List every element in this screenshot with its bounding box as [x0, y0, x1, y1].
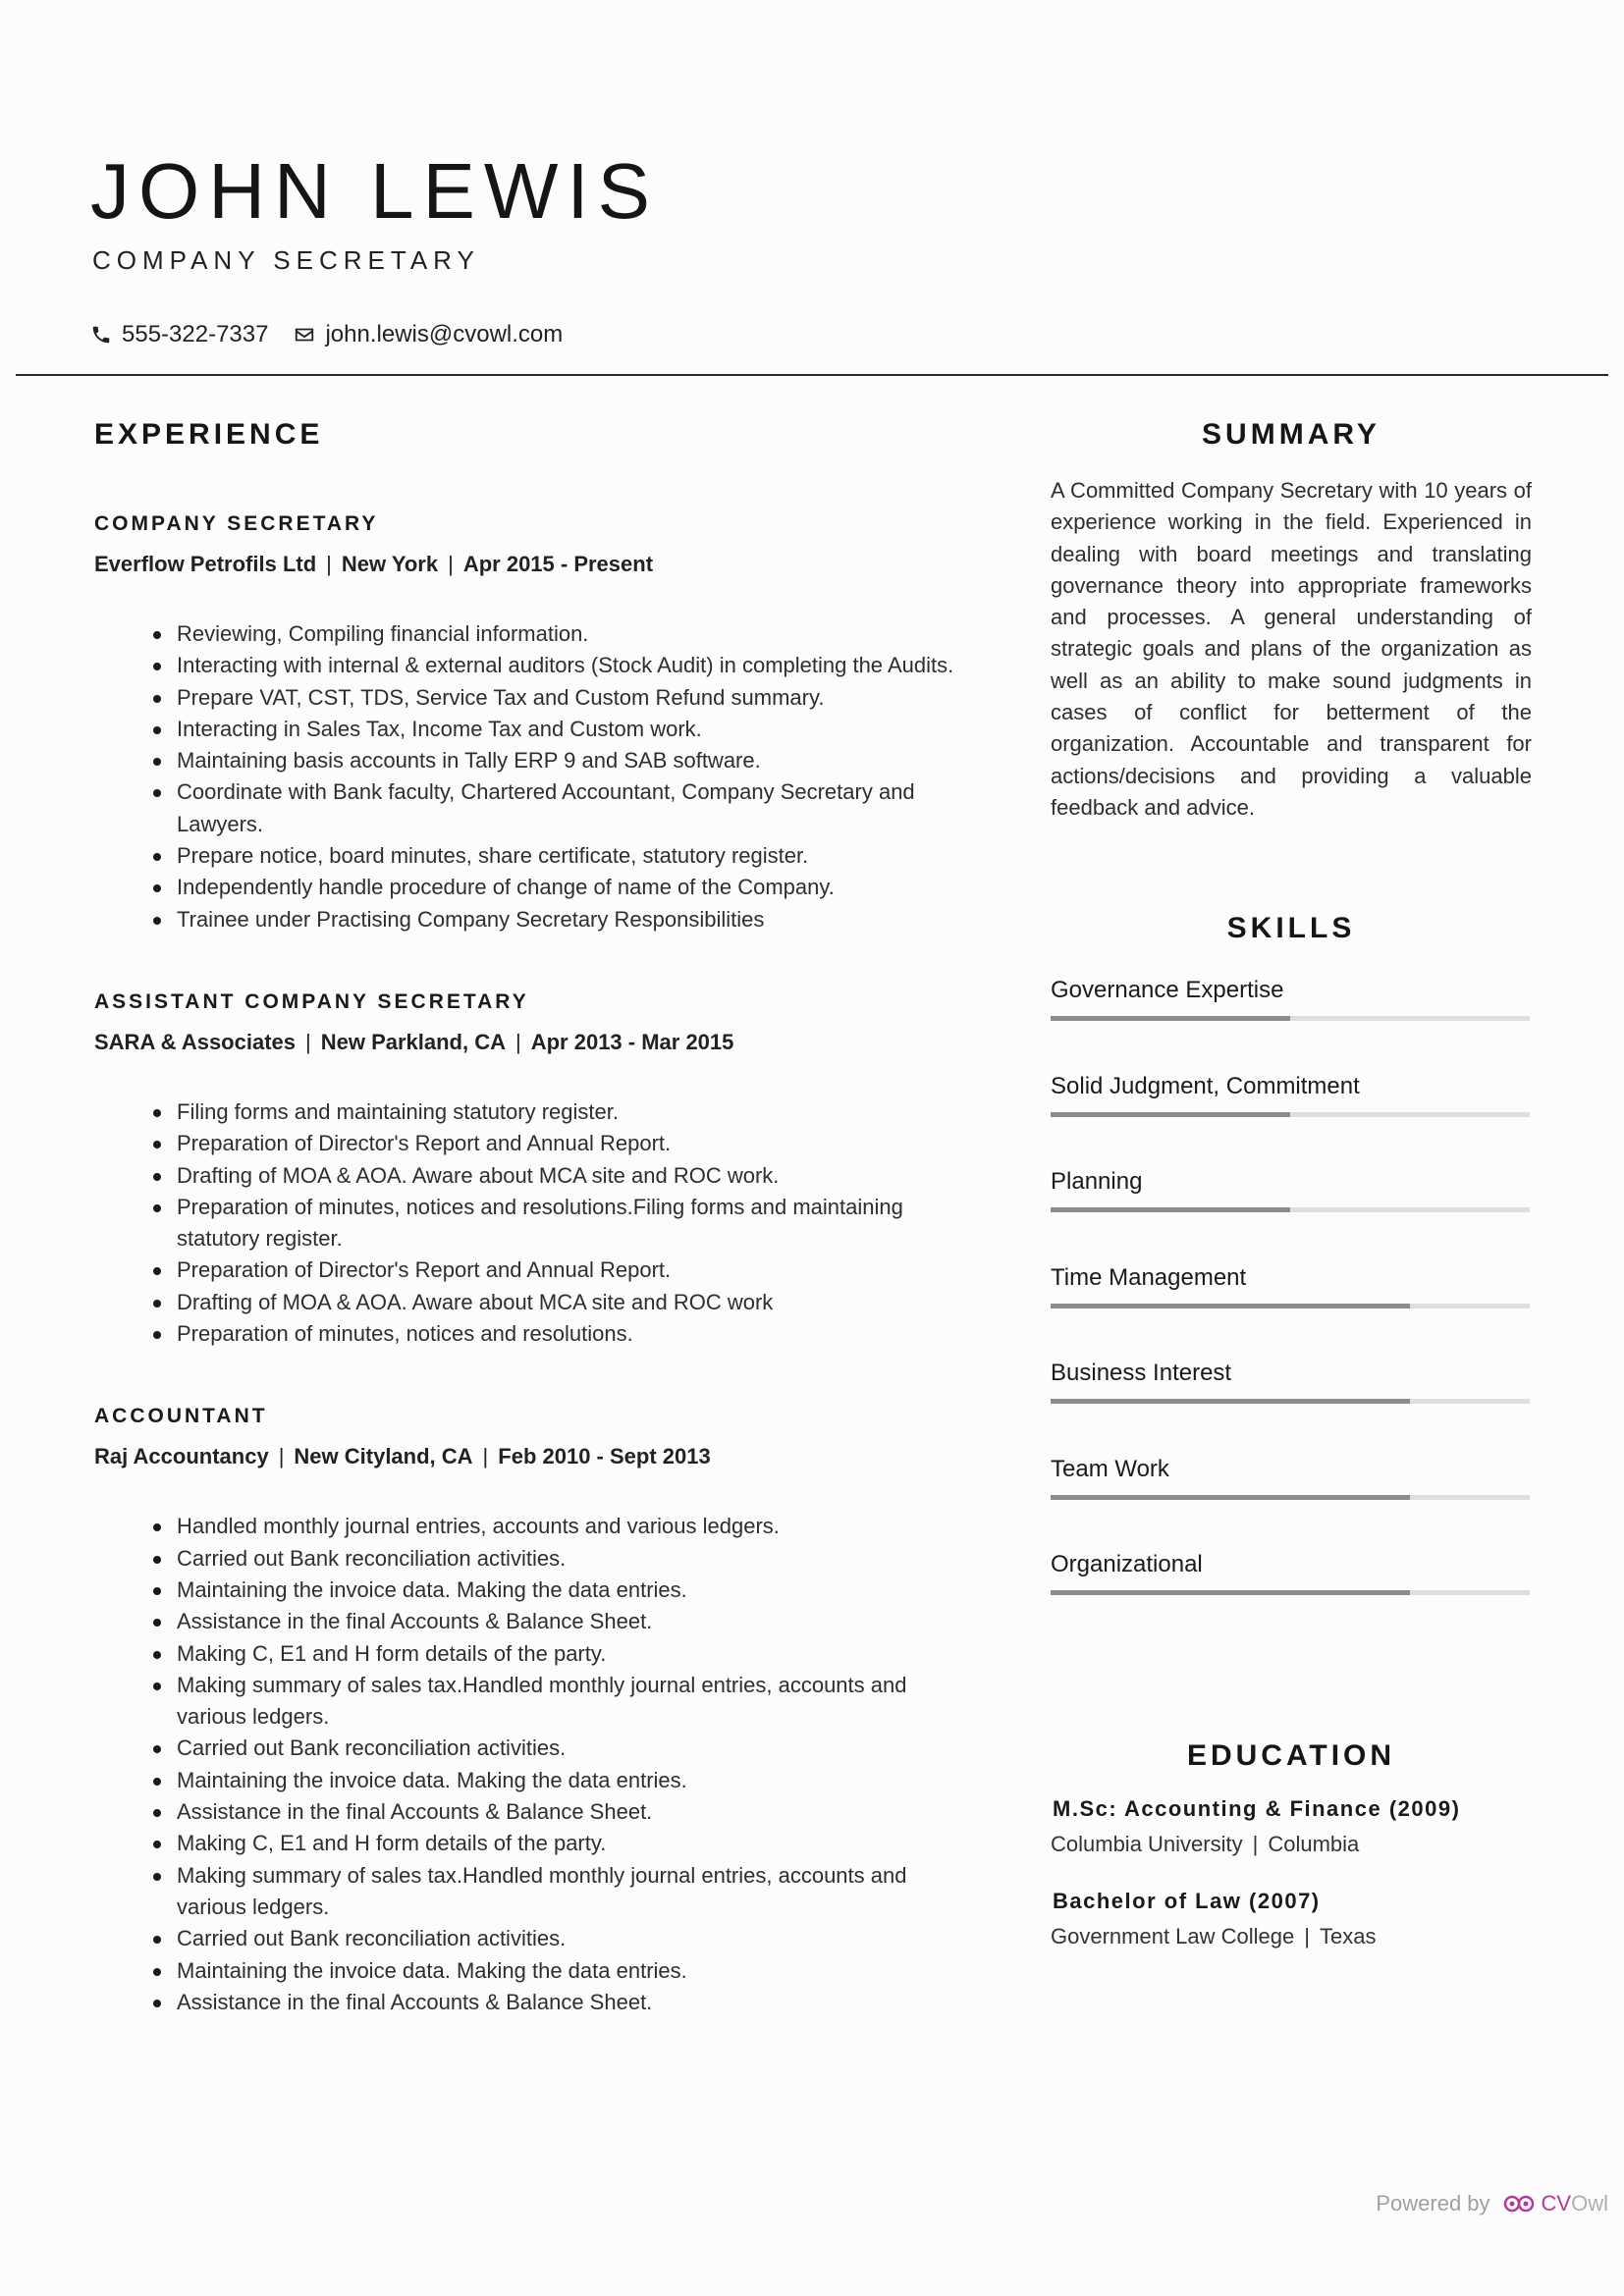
skill-name: Planning — [1051, 1168, 1143, 1196]
job-company: Raj Accountancy — [94, 1444, 269, 1469]
job-bullet: Reviewing, Compiling financial information. — [177, 618, 958, 650]
candidate-name: JOHN LEWIS — [90, 147, 659, 235]
job-title: ACCOUNTANT — [94, 1405, 268, 1428]
skill-bar-track — [1051, 1016, 1530, 1021]
education-school-line — [1051, 1832, 1532, 1857]
education-school: Columbia University — [1051, 1831, 1243, 1856]
job-bullet: Filing forms and maintaining statutory register. — [177, 1096, 958, 1128]
skill-name: Solid Judgment, Commitment — [1051, 1072, 1360, 1099]
job-entry — [94, 1405, 958, 2018]
skill-name: Business Interest — [1051, 1360, 1232, 1387]
header-divider — [16, 374, 1608, 376]
skill-bar-fill — [1051, 1590, 1410, 1595]
job-bullet: Handled monthly journal entries, accounts and various ledgers. — [177, 1511, 958, 1542]
summary-text: A Committed Company Secretary with 10 years of experience working in the field. Experienced in dealing with board meetings and translating governance theory into appropriate frameworks and processes. A general understanding of strategic goals and plans of the organization as well as an ability to make sound judgments in cases of conflict for betterment of the organization. Accountable and transparent for actions/decisions and providing a valuable feedback and advice. — [1051, 478, 1532, 820]
job-bullets — [94, 618, 958, 935]
skill-bar-track — [1051, 1207, 1530, 1212]
phone-contact — [90, 321, 268, 348]
job-bullet: Preparation of Director's Report and Annual Report. — [177, 1128, 958, 1159]
powered-by-label: Powered by — [1376, 2191, 1490, 2216]
skill-item — [1051, 1360, 1532, 1456]
job-bullets — [94, 1511, 958, 2018]
job-bullet: Maintaining the invoice data. Making the data entries. — [177, 1955, 958, 1987]
skill-bar-fill — [1051, 1207, 1290, 1212]
job-dates: Apr 2013 - Mar 2015 — [530, 1029, 734, 1054]
job-bullet: Interacting with internal & external auditors (Stock Audit) in completing the Audits. — [177, 650, 958, 681]
job-bullet: Assistance in the final Accounts & Balance Sheet. — [177, 1987, 958, 2018]
job-bullet: Assistance in the final Accounts & Balance Sheet. — [177, 1606, 958, 1637]
job-bullet: Drafting of MOA & AOA. Aware about MCA site and ROC work — [177, 1287, 958, 1318]
job-bullet: Carried out Bank reconciliation activities. — [177, 1543, 958, 1575]
owl-icon — [1502, 2192, 1538, 2216]
skill-bar-fill — [1051, 1495, 1410, 1500]
skill-item — [1051, 1551, 1532, 1647]
skill-name: Time Management — [1051, 1263, 1247, 1291]
powered-by-footer[interactable] — [1376, 2191, 1608, 2216]
job-bullet: Maintaining basis accounts in Tally ERP 9 and SAB software. — [177, 745, 958, 776]
job-location: New Parkland, CA — [320, 1029, 506, 1054]
job-bullet: Coordinate with Bank faculty, Chartered Accountant, Company Secretary and Lawyers. — [177, 776, 958, 840]
experience-column — [94, 418, 958, 2018]
meta-separator: | — [515, 1029, 521, 1054]
job-bullet: Preparation of Director's Report and Annual Report. — [177, 1255, 958, 1286]
job-bullet: Maintaining the invoice data. Making the data entries. — [177, 1765, 958, 1796]
skill-bar-track — [1051, 1399, 1530, 1404]
job-dates: Feb 2010 - Sept 2013 — [498, 1444, 711, 1469]
meta-separator: | — [482, 1444, 489, 1469]
job-title: ASSISTANT COMPANY SECRETARY — [94, 989, 529, 1013]
job-list — [94, 512, 958, 2018]
candidate-role: COMPANY SECRETARY — [92, 245, 480, 275]
job-meta — [94, 1030, 958, 1055]
job-bullet: Prepare notice, board minutes, share certificate, statutory register. — [177, 840, 958, 872]
job-bullet: Making summary of sales tax.Handled monthly journal entries, accounts and various ledgers. — [177, 1670, 958, 1734]
meta-separator: | — [448, 552, 454, 576]
resume-header — [90, 147, 659, 348]
job-entry — [94, 990, 958, 1350]
job-bullet: Making summary of sales tax.Handled monthly journal entries, accounts and various ledgers. — [177, 1860, 958, 1924]
education-location: Columbia — [1268, 1831, 1360, 1856]
job-bullet: Making C, E1 and H form details of the party. — [177, 1638, 958, 1670]
skill-list — [1051, 977, 1532, 1647]
skill-item — [1051, 1073, 1532, 1169]
meta-separator: | — [278, 1444, 285, 1469]
meta-separator: | — [305, 1029, 311, 1054]
education-list — [1051, 1796, 1532, 1949]
job-location: New York — [341, 552, 439, 576]
job-title: COMPANY SECRETARY — [94, 512, 379, 535]
education-school-line — [1051, 1924, 1532, 1949]
skill-bar-track — [1051, 1112, 1530, 1117]
phone-number: 555-322-7337 — [122, 321, 269, 347]
job-bullet: Drafting of MOA & AOA. Aware about MCA site and ROC work. — [177, 1160, 958, 1192]
job-bullet: Preparation of minutes, notices and resolutions.Filing forms and maintaining statutory register. — [177, 1192, 958, 1255]
skill-bar-track — [1051, 1304, 1530, 1308]
job-bullet: Interacting in Sales Tax, Income Tax and Custom work. — [177, 714, 958, 745]
skill-bar-track — [1051, 1590, 1530, 1595]
job-entry — [94, 512, 958, 935]
brand-cv: CV — [1541, 2191, 1572, 2216]
phone-icon — [90, 324, 112, 346]
education-degree: M.Sc: Accounting & Finance (2009) — [1053, 1795, 1461, 1821]
meta-separator: | — [1304, 1923, 1310, 1949]
education-degree: Bachelor of Law (2007) — [1053, 1888, 1321, 1913]
skill-item — [1051, 1168, 1532, 1264]
job-company: SARA & Associates — [94, 1029, 296, 1054]
contact-row — [90, 321, 659, 348]
skill-name: Organizational — [1051, 1551, 1203, 1578]
sidebar-column — [1051, 418, 1532, 1981]
education-item — [1051, 1889, 1532, 1949]
meta-separator: | — [1252, 1831, 1259, 1856]
job-bullet: Trainee under Practising Company Secretary Responsibilities — [177, 904, 958, 935]
job-bullet: Maintaining the invoice data. Making the data entries. — [177, 1575, 958, 1606]
job-dates: Apr 2015 - Present — [462, 552, 654, 576]
job-bullets — [94, 1096, 958, 1350]
job-company: Everflow Petrofils Ltd — [94, 552, 317, 576]
job-bullet: Prepare VAT, CST, TDS, Service Tax and Custom Refund summary. — [177, 682, 958, 714]
skill-item — [1051, 977, 1532, 1073]
brand-logo — [1494, 2191, 1608, 2216]
job-bullet: Carried out Bank reconciliation activities. — [177, 1923, 958, 1954]
skill-bar-track — [1051, 1495, 1530, 1500]
skill-item — [1051, 1264, 1532, 1361]
skill-bar-fill — [1051, 1304, 1410, 1308]
skill-item — [1051, 1456, 1532, 1552]
job-meta — [94, 552, 958, 577]
skill-name: Governance Expertise — [1051, 977, 1284, 1004]
education-item — [1051, 1796, 1532, 1857]
education-school: Government Law College — [1051, 1923, 1295, 1949]
job-bullet: Independently handle procedure of change of name of the Company. — [177, 872, 958, 903]
skill-bar-fill — [1051, 1399, 1410, 1404]
job-bullet: Assistance in the final Accounts & Balance Sheet. — [177, 1796, 958, 1828]
email-address[interactable]: john.lewis@cvowl.com — [325, 321, 564, 347]
job-meta — [94, 1444, 958, 1469]
skill-bar-fill — [1051, 1016, 1290, 1021]
skill-name: Team Work — [1051, 1455, 1169, 1482]
job-bullet: Preparation of minutes, notices and resolutions. — [177, 1318, 958, 1350]
job-location: New Cityland, CA — [294, 1444, 473, 1469]
education-heading: EDUCATION — [1186, 1738, 1396, 1772]
brand-owl: Owl — [1571, 2191, 1608, 2216]
meta-separator: | — [326, 552, 332, 576]
education-location: Texas — [1319, 1923, 1377, 1949]
experience-heading: EXPERIENCE — [94, 418, 324, 451]
summary-heading: SUMMARY — [1202, 418, 1380, 451]
job-bullet: Making C, E1 and H form details of the party. — [177, 1828, 958, 1859]
skills-heading: SKILLS — [1226, 912, 1356, 945]
envelope-icon — [294, 324, 315, 346]
email-contact — [294, 321, 563, 348]
job-bullet: Carried out Bank reconciliation activities. — [177, 1733, 958, 1764]
skill-bar-fill — [1051, 1112, 1290, 1117]
